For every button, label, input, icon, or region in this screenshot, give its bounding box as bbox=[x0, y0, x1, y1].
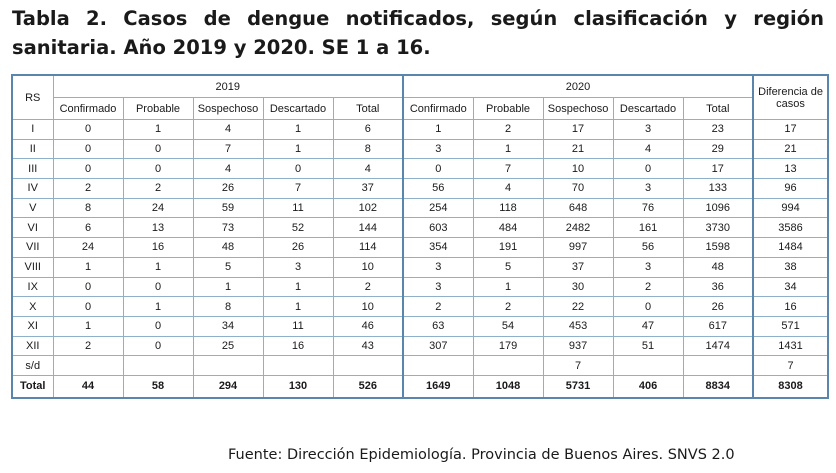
value-cell: 8834 bbox=[683, 375, 753, 398]
dengue-cases-table bbox=[11, 74, 829, 399]
table-row bbox=[12, 336, 828, 356]
value-cell: 37 bbox=[543, 257, 613, 277]
value-cell: 0 bbox=[123, 277, 193, 297]
value-cell bbox=[193, 356, 263, 376]
source-note: Fuente: Dirección Epidemiología. Provincia de Buenos Aires. SNVS 2.0 bbox=[228, 447, 735, 463]
value-cell: 7 bbox=[473, 159, 543, 179]
value-cell: 5731 bbox=[543, 375, 613, 398]
value-cell: 2 bbox=[333, 277, 403, 297]
region-cell: VI bbox=[12, 218, 53, 238]
table-row bbox=[12, 120, 828, 140]
value-cell: 1 bbox=[403, 120, 473, 140]
value-cell: 21 bbox=[543, 139, 613, 159]
value-cell: 0 bbox=[613, 159, 683, 179]
value-cell: 10 bbox=[543, 159, 613, 179]
value-cell: 3 bbox=[613, 120, 683, 140]
subheader-2020-3: Descartado bbox=[613, 98, 683, 120]
subheader-2019-4: Total bbox=[333, 98, 403, 120]
rs-header: RS bbox=[12, 75, 53, 120]
region-cell: s/d bbox=[12, 356, 53, 376]
value-cell: 3 bbox=[263, 257, 333, 277]
value-cell: 7 bbox=[263, 179, 333, 199]
value-cell bbox=[683, 356, 753, 376]
value-cell: 1484 bbox=[753, 238, 828, 258]
value-cell: 4 bbox=[473, 179, 543, 199]
value-cell: 3730 bbox=[683, 218, 753, 238]
value-cell: 0 bbox=[53, 159, 123, 179]
value-cell: 54 bbox=[473, 316, 543, 336]
value-cell: 1048 bbox=[473, 375, 543, 398]
value-cell: 37 bbox=[333, 179, 403, 199]
value-cell: 73 bbox=[193, 218, 263, 238]
value-cell: 1 bbox=[473, 139, 543, 159]
value-cell: 24 bbox=[123, 198, 193, 218]
value-cell: 11 bbox=[263, 198, 333, 218]
value-cell: 7 bbox=[753, 356, 828, 376]
value-cell: 603 bbox=[403, 218, 473, 238]
value-cell: 25 bbox=[193, 336, 263, 356]
value-cell: 3 bbox=[403, 139, 473, 159]
value-cell: 38 bbox=[753, 257, 828, 277]
value-cell: 16 bbox=[753, 297, 828, 317]
value-cell bbox=[403, 356, 473, 376]
value-cell: 1 bbox=[263, 297, 333, 317]
value-cell: 571 bbox=[753, 316, 828, 336]
subheader-2019-0: Confirmado bbox=[53, 98, 123, 120]
table-body bbox=[12, 120, 828, 398]
value-cell: 648 bbox=[543, 198, 613, 218]
value-cell: 144 bbox=[333, 218, 403, 238]
value-cell: 5 bbox=[193, 257, 263, 277]
table-row bbox=[12, 277, 828, 297]
value-cell: 22 bbox=[543, 297, 613, 317]
table-row bbox=[12, 316, 828, 336]
value-cell: 3 bbox=[613, 179, 683, 199]
value-cell: 17 bbox=[683, 159, 753, 179]
value-cell: 5 bbox=[473, 257, 543, 277]
value-cell: 3 bbox=[403, 277, 473, 297]
value-cell: 1 bbox=[53, 316, 123, 336]
value-cell: 96 bbox=[753, 179, 828, 199]
value-cell: 26 bbox=[263, 238, 333, 258]
value-cell: 1096 bbox=[683, 198, 753, 218]
value-cell: 46 bbox=[333, 316, 403, 336]
value-cell: 16 bbox=[263, 336, 333, 356]
subheader-2019-1: Probable bbox=[123, 98, 193, 120]
value-cell: 997 bbox=[543, 238, 613, 258]
value-cell: 7 bbox=[543, 356, 613, 376]
year-2020-header: 2020 bbox=[403, 75, 753, 98]
value-cell: 937 bbox=[543, 336, 613, 356]
value-cell bbox=[613, 356, 683, 376]
value-cell: 51 bbox=[613, 336, 683, 356]
value-cell: 102 bbox=[333, 198, 403, 218]
region-cell: X bbox=[12, 297, 53, 317]
value-cell: 70 bbox=[543, 179, 613, 199]
region-cell: Total bbox=[12, 375, 53, 398]
table-header bbox=[12, 75, 828, 120]
value-cell: 0 bbox=[53, 277, 123, 297]
value-cell bbox=[333, 356, 403, 376]
region-cell: VIII bbox=[12, 257, 53, 277]
value-cell: 10 bbox=[333, 297, 403, 317]
value-cell: 0 bbox=[613, 297, 683, 317]
value-cell: 1 bbox=[53, 257, 123, 277]
value-cell: 0 bbox=[123, 316, 193, 336]
region-cell: III bbox=[12, 159, 53, 179]
region-cell: IV bbox=[12, 179, 53, 199]
value-cell: 2 bbox=[473, 120, 543, 140]
value-cell bbox=[123, 356, 193, 376]
value-cell: 52 bbox=[263, 218, 333, 238]
value-cell: 6 bbox=[333, 120, 403, 140]
value-cell: 43 bbox=[333, 336, 403, 356]
value-cell: 56 bbox=[613, 238, 683, 258]
table-row bbox=[12, 297, 828, 317]
value-cell: 8 bbox=[193, 297, 263, 317]
value-cell: 3 bbox=[403, 257, 473, 277]
value-cell: 294 bbox=[193, 375, 263, 398]
value-cell: 4 bbox=[193, 120, 263, 140]
difference-header: Diferencia de casos bbox=[753, 75, 828, 120]
value-cell: 0 bbox=[123, 159, 193, 179]
value-cell: 0 bbox=[53, 120, 123, 140]
value-cell: 1 bbox=[193, 277, 263, 297]
value-cell: 2 bbox=[613, 277, 683, 297]
value-cell: 484 bbox=[473, 218, 543, 238]
value-cell: 1474 bbox=[683, 336, 753, 356]
value-cell: 2 bbox=[473, 297, 543, 317]
value-cell: 6 bbox=[53, 218, 123, 238]
value-cell: 47 bbox=[613, 316, 683, 336]
value-cell: 34 bbox=[193, 316, 263, 336]
table-row bbox=[12, 159, 828, 179]
value-cell: 254 bbox=[403, 198, 473, 218]
value-cell: 8 bbox=[333, 139, 403, 159]
value-cell: 2 bbox=[403, 297, 473, 317]
value-cell: 130 bbox=[263, 375, 333, 398]
value-cell: 114 bbox=[333, 238, 403, 258]
value-cell: 8308 bbox=[753, 375, 828, 398]
value-cell: 1 bbox=[123, 257, 193, 277]
value-cell: 1 bbox=[123, 297, 193, 317]
value-cell: 1431 bbox=[753, 336, 828, 356]
value-cell: 0 bbox=[53, 139, 123, 159]
value-cell: 56 bbox=[403, 179, 473, 199]
value-cell: 161 bbox=[613, 218, 683, 238]
value-cell: 30 bbox=[543, 277, 613, 297]
value-cell: 34 bbox=[753, 277, 828, 297]
table-row bbox=[12, 139, 828, 159]
total-row bbox=[12, 375, 828, 398]
subheader-2020-0: Confirmado bbox=[403, 98, 473, 120]
value-cell: 58 bbox=[123, 375, 193, 398]
value-cell: 1 bbox=[263, 120, 333, 140]
value-cell: 17 bbox=[543, 120, 613, 140]
value-cell: 48 bbox=[193, 238, 263, 258]
value-cell: 617 bbox=[683, 316, 753, 336]
value-cell: 29 bbox=[683, 139, 753, 159]
table-row bbox=[12, 179, 828, 199]
subheader-2019-2: Sospechoso bbox=[193, 98, 263, 120]
value-cell: 4 bbox=[193, 159, 263, 179]
value-cell: 526 bbox=[333, 375, 403, 398]
subheader-2020-1: Probable bbox=[473, 98, 543, 120]
value-cell: 2482 bbox=[543, 218, 613, 238]
value-cell: 44 bbox=[53, 375, 123, 398]
value-cell: 11 bbox=[263, 316, 333, 336]
value-cell: 453 bbox=[543, 316, 613, 336]
value-cell: 16 bbox=[123, 238, 193, 258]
region-cell: V bbox=[12, 198, 53, 218]
value-cell: 2 bbox=[53, 336, 123, 356]
table-row bbox=[12, 218, 828, 238]
value-cell: 307 bbox=[403, 336, 473, 356]
value-cell: 0 bbox=[403, 159, 473, 179]
table-row bbox=[12, 238, 828, 258]
value-cell: 1649 bbox=[403, 375, 473, 398]
value-cell: 76 bbox=[613, 198, 683, 218]
value-cell: 1 bbox=[263, 139, 333, 159]
value-cell: 0 bbox=[123, 139, 193, 159]
value-cell: 354 bbox=[403, 238, 473, 258]
value-cell: 3 bbox=[613, 257, 683, 277]
value-cell: 7 bbox=[193, 139, 263, 159]
table-title: Tabla 2. Casos de dengue notificados, según clasificación y región sanitaria. Año 2019 y 2020. SE 1 a 16. bbox=[12, 7, 824, 59]
value-cell: 59 bbox=[193, 198, 263, 218]
region-cell: II bbox=[12, 139, 53, 159]
value-cell: 0 bbox=[263, 159, 333, 179]
year-2019-header: 2019 bbox=[53, 75, 403, 98]
value-cell: 4 bbox=[613, 139, 683, 159]
region-cell: I bbox=[12, 120, 53, 140]
value-cell: 133 bbox=[683, 179, 753, 199]
value-cell: 36 bbox=[683, 277, 753, 297]
value-cell: 23 bbox=[683, 120, 753, 140]
value-cell: 0 bbox=[53, 297, 123, 317]
value-cell: 8 bbox=[53, 198, 123, 218]
value-cell bbox=[473, 356, 543, 376]
value-cell: 118 bbox=[473, 198, 543, 218]
value-cell: 1 bbox=[473, 277, 543, 297]
value-cell bbox=[53, 356, 123, 376]
dengue-table-container bbox=[11, 74, 829, 399]
value-cell: 0 bbox=[123, 336, 193, 356]
value-cell: 179 bbox=[473, 336, 543, 356]
value-cell: 13 bbox=[123, 218, 193, 238]
value-cell: 191 bbox=[473, 238, 543, 258]
table-row bbox=[12, 198, 828, 218]
subheader-2019-3: Descartado bbox=[263, 98, 333, 120]
value-cell: 1598 bbox=[683, 238, 753, 258]
value-cell: 24 bbox=[53, 238, 123, 258]
value-cell: 4 bbox=[333, 159, 403, 179]
value-cell: 63 bbox=[403, 316, 473, 336]
region-cell: IX bbox=[12, 277, 53, 297]
region-cell: VII bbox=[12, 238, 53, 258]
value-cell bbox=[263, 356, 333, 376]
table-row bbox=[12, 356, 828, 376]
value-cell: 17 bbox=[753, 120, 828, 140]
value-cell: 26 bbox=[683, 297, 753, 317]
value-cell: 13 bbox=[753, 159, 828, 179]
value-cell: 10 bbox=[333, 257, 403, 277]
value-cell: 2 bbox=[53, 179, 123, 199]
subheader-2020-4: Total bbox=[683, 98, 753, 120]
value-cell: 48 bbox=[683, 257, 753, 277]
value-cell: 406 bbox=[613, 375, 683, 398]
table-row bbox=[12, 257, 828, 277]
subheader-2020-2: Sospechoso bbox=[543, 98, 613, 120]
value-cell: 26 bbox=[193, 179, 263, 199]
value-cell: 994 bbox=[753, 198, 828, 218]
value-cell: 1 bbox=[123, 120, 193, 140]
value-cell: 3586 bbox=[753, 218, 828, 238]
value-cell: 2 bbox=[123, 179, 193, 199]
value-cell: 1 bbox=[263, 277, 333, 297]
region-cell: XI bbox=[12, 316, 53, 336]
region-cell: XII bbox=[12, 336, 53, 356]
value-cell: 21 bbox=[753, 139, 828, 159]
